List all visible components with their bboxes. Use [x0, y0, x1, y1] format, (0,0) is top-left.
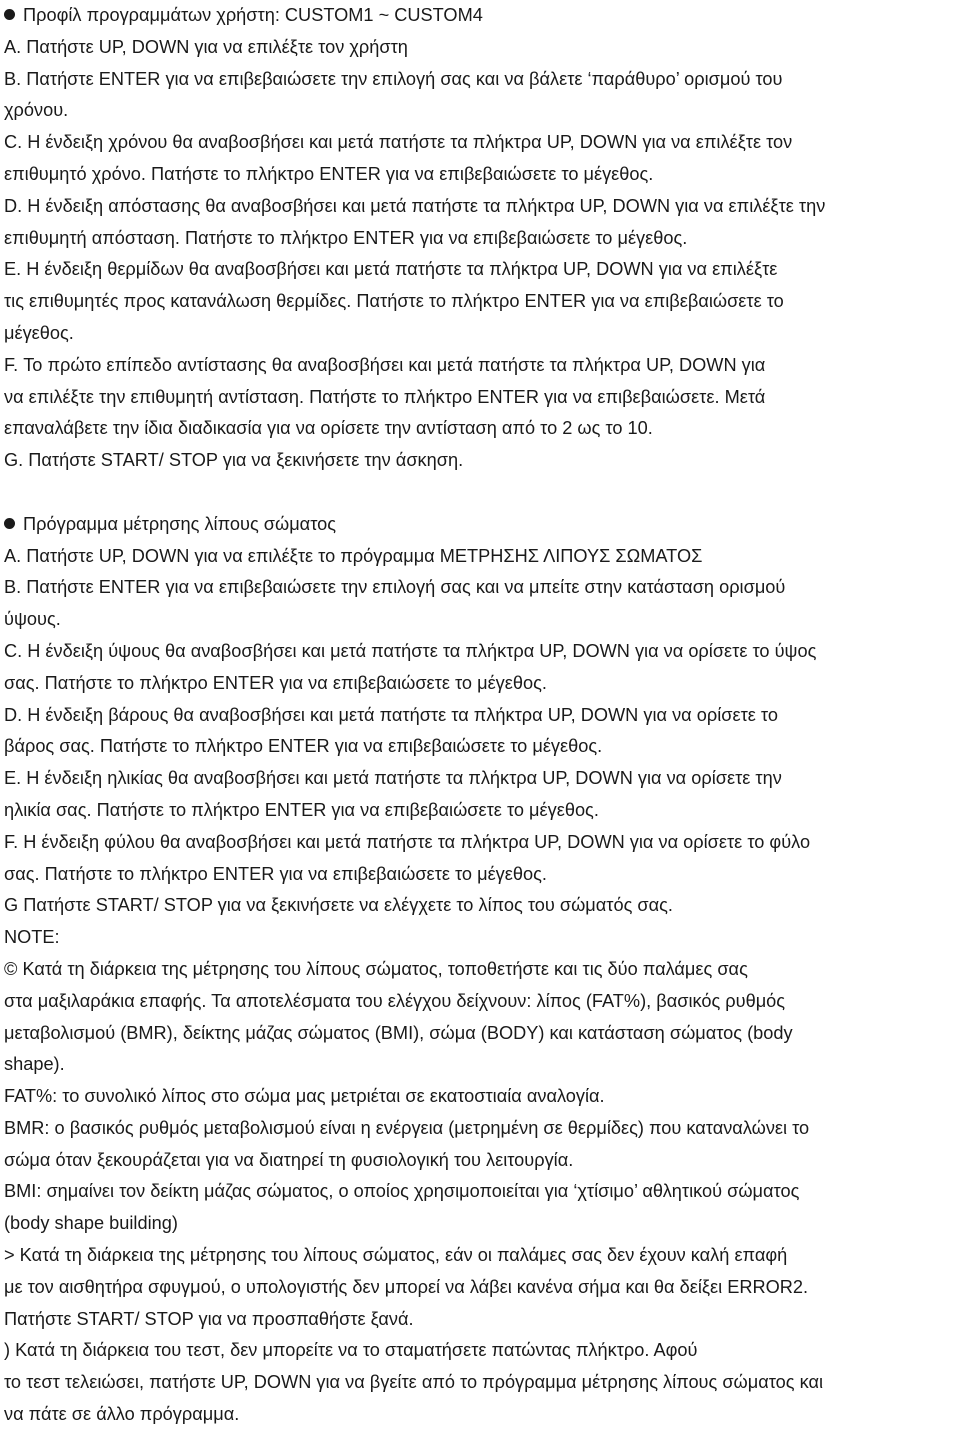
text-line: σας. Πατήστε το πλήκτρο ENTER για να επιβεβαιώσετε το μέγεθος. [4, 863, 547, 884]
section2-title: Πρόγραμμα μέτρησης λίπους σώματος [23, 513, 336, 534]
text-line: ύψους. [4, 609, 61, 630]
text-line: μεταβολισμού (BMR), δείκτης μάζας σώματος (BMI), σώμα (BODY) και κατάσταση σώματος (body [4, 1022, 793, 1043]
text-line: E. Η ένδειξη θερμίδων θα αναβοσβήσει και μετά πατήστε τα πλήκτρα UP, DOWN για να επιλέξτε [4, 259, 778, 280]
text-line: (body shape building) [4, 1213, 178, 1234]
section1-body [4, 32, 948, 477]
text-line: να πάτε σε άλλο πρόγραμμα. [4, 1404, 240, 1425]
text-line: χρόνου. [4, 100, 69, 121]
text-line: FAT%: το συνολικό λίπος στο σώμα μας μετριέται σε εκατοστιαία αναλογία. [4, 1086, 605, 1107]
text-line: G. Πατήστε START/ STOP για να ξεκινήσετε την άσκηση. [4, 450, 464, 471]
text-line: BMR: ο βασικός ρυθμός μεταβολισμού είναι η ενέργεια (μετρημένη σε θερμίδες) που καταναλώνει το [4, 1117, 810, 1138]
text-line: A. Πατήστε UP, DOWN για να επιλέξτε το πρόγραμμα ΜΕΤΡΗΣΗΣ ΛΙΠΟΥΣ ΣΩΜΑΤΟΣ [4, 545, 703, 566]
text-line: Πατήστε START/ STOP για να προσπαθήστε ξανά. [4, 1308, 414, 1329]
text-line: B. Πατήστε ENTER για να επιβεβαιώσετε την επιλογή σας και να μπείτε στην κατάσταση ορισμού [4, 577, 786, 598]
text-line: > Κατά τη διάρκεια της μέτρησης του λίπους σώματος, εάν οι παλάμες σας δεν έχουν καλή επαφή [4, 1245, 788, 1266]
text-line: ηλικία σας. Πατήστε το πλήκτρο ENTER για να επιβεβαιώσετε το μέγεθος. [4, 799, 599, 820]
document-page [4, 0, 948, 1431]
text-line: G Πατήστε START/ STOP για να ξεκινήσετε να ελέγχετε το λίπος του σώματός σας. [4, 895, 673, 916]
text-line: C. Η ένδειξη ύψους θα αναβοσβήσει και μετά πατήστε τα πλήκτρα UP, DOWN για να ορίσετε το ύψος [4, 640, 817, 661]
bullet-icon [4, 9, 15, 20]
text-line: με τον αισθητήρα σφυγμού, ο υπολογιστής δεν μπορεί να λάβει κανένα σήμα και θα δείξει ERROR2. [4, 1276, 809, 1297]
text-line: D. Η ένδειξη βάρους θα αναβοσβήσει και μετά πατήστε τα πλήκτρα UP, DOWN για να ορίσετε το [4, 704, 778, 725]
text-line: να επιλέξτε την επιθυμητή αντίσταση. Πατήστε το πλήκτρο ENTER για να επιβεβαιώσετε. Μετά [4, 386, 766, 407]
text-line: NOTE: [4, 927, 60, 948]
text-line: επιθυμητό χρόνο. Πατήστε το πλήκτρο ENTER για να επιβεβαιώσετε το μέγεθος. [4, 163, 654, 184]
section2-heading [4, 509, 948, 541]
text-line: © Κατά τη διάρκεια της μέτρησης του λίπους σώματος, τοποθετήστε και τις δύο παλάμες σας [4, 958, 748, 979]
section2-body [4, 541, 948, 1431]
text-line: ) Κατά τη διάρκεια του τεστ, δεν μπορείτε να το σταματήσετε πατώντας πλήκτρο. Αφού [4, 1340, 698, 1361]
text-line: F. Η ένδειξη φύλου θα αναβοσβήσει και μετά πατήστε τα πλήκτρα UP, DOWN για να ορίσετε το φύλο [4, 831, 811, 852]
text-line: το τεστ τελειώσει, πατήστε UP, DOWN για να βγείτε από το πρόγραμμα μέτρησης λίπους σώματος και [4, 1372, 824, 1393]
section-spacer [4, 477, 948, 509]
text-line: σας. Πατήστε το πλήκτρο ENTER για να επιβεβαιώσετε το μέγεθος. [4, 672, 547, 693]
text-line: σώμα όταν ξεκουράζεται για να διατηρεί τη φυσιολογική του λειτουργία. [4, 1149, 574, 1170]
text-line: στα μαξιλαράκια επαφής. Τα αποτελέσματα του ελέγχου δείχνουν: λίπος (FAT%), βασικός ρυθμός [4, 990, 786, 1011]
text-line: μέγεθος. [4, 322, 74, 343]
text-line: F. Το πρώτο επίπεδο αντίστασης θα αναβοσβήσει και μετά πατήστε τα πλήκτρα UP, DOWN για [4, 354, 766, 375]
text-line: C. Η ένδειξη χρόνου θα αναβοσβήσει και μετά πατήστε τα πλήκτρα UP, DOWN για να επιλέξτε τον [4, 132, 793, 153]
text-line: επαναλάβετε την ίδια διαδικασία για να ορίσετε την αντίσταση από το 2 ως το 10. [4, 418, 653, 439]
text-line: τις επιθυμητές προς κατανάλωση θερμίδες. Πατήστε το πλήκτρο ENTER για να επιβεβαιώσετε το [4, 291, 784, 312]
text-line: D. Η ένδειξη απόστασης θα αναβοσβήσει και μετά πατήστε τα πλήκτρα UP, DOWN για να επιλέξτε την [4, 195, 826, 216]
text-line: επιθυμητή απόσταση. Πατήστε το πλήκτρο ENTER για να επιβεβαιώσετε το μέγεθος. [4, 227, 688, 248]
text-line: βάρος σας. Πατήστε το πλήκτρο ENTER για να επιβεβαιώσετε το μέγεθος. [4, 736, 603, 757]
bullet-icon [4, 518, 15, 529]
text-line: E. Η ένδειξη ηλικίας θα αναβοσβήσει και μετά πατήστε τα πλήκτρα UP, DOWN για να ορίσετε την [4, 768, 782, 789]
text-line: B. Πατήστε ENTER για να επιβεβαιώσετε την επιλογή σας και να βάλετε ‘παράθυρο’ ορισμού του [4, 68, 783, 89]
text-line: BMI: σημαίνει τον δείκτη μάζας σώματος, ο οποίος χρησιμοποιείται για ‘χτίσιμο’ αθλητικού σώματος [4, 1181, 800, 1202]
text-line: shape). [4, 1054, 65, 1075]
text-line: A. Πατήστε UP, DOWN για να επιλέξτε τον χρήστη [4, 36, 408, 57]
section1-title: Προφίλ προγραμμάτων χρήστη: CUSTOM1 ~ CUSTOM4 [23, 5, 483, 25]
section1-heading [4, 0, 948, 32]
